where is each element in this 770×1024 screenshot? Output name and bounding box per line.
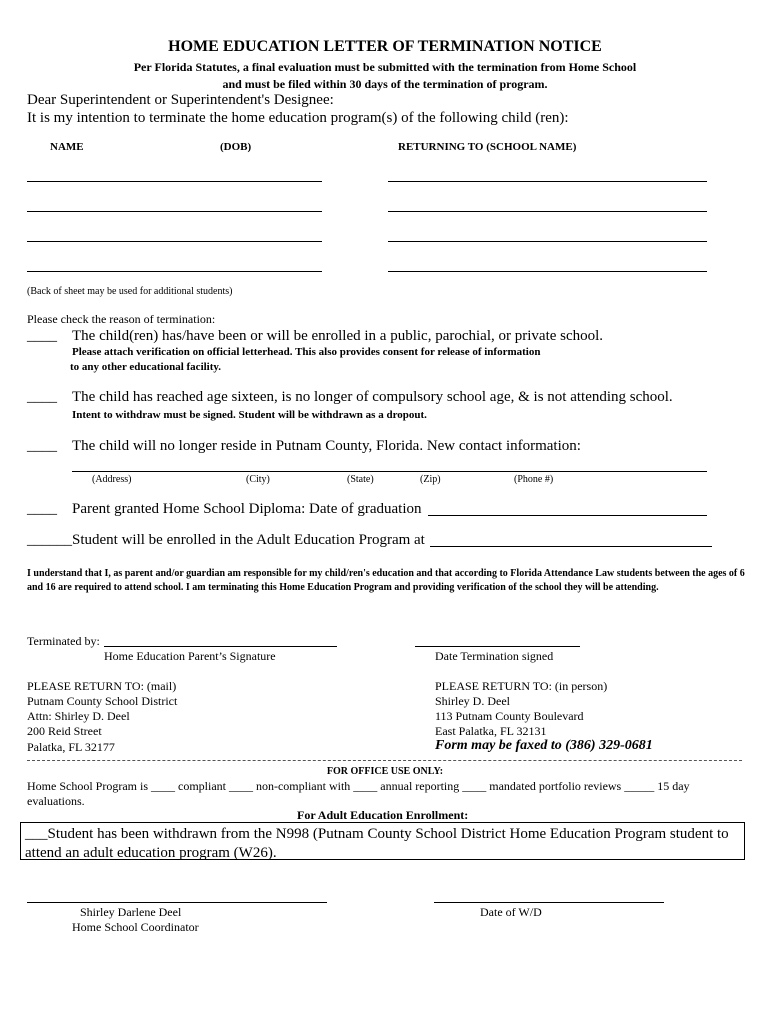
reason-1-text: The child(ren) has/have been or will be enrolled in a public, parochial, or private school.	[72, 328, 604, 344]
student-school-field-4[interactable]	[388, 271, 707, 272]
coordinator-title: Home School Coordinator	[72, 920, 199, 934]
fax-number: Form may be faxed to (386) 329-0681	[435, 738, 653, 753]
office-use-heading: FOR OFFICE USE ONLY:	[326, 766, 444, 777]
graduation-date-field[interactable]	[428, 515, 707, 516]
return-person-line3: East Palatka, FL 32131	[435, 724, 547, 738]
adult-education-program-field[interactable]	[430, 546, 712, 547]
return-person-line2: 113 Putnam County Boulevard	[435, 709, 584, 723]
student-name-dob-field-4[interactable]	[27, 271, 322, 272]
column-name-header: NAME	[50, 141, 84, 153]
return-mail-line4: Palatka, FL 32177	[27, 740, 115, 754]
parent-statement: I understand that I, as parent and/or guardian am responsible for my child/ren's education and that according to Florida Attendance Law students between the ages of 6 and 16 are required to attend school. I am terminating this Home Education Program and providing verification of the school they will be attending.	[27, 568, 745, 593]
office-program-line2: evaluations.	[27, 794, 85, 808]
withdrawn-text: Student has been withdrawn from the N998 (Putnam County School District Home Education Program student to attend an adult education program (W26).	[25, 826, 729, 861]
contact-address-label: (Address)	[92, 474, 132, 485]
column-returning-header: RETURNING TO (SCHOOL NAME)	[398, 141, 577, 153]
contact-city-label: (City)	[246, 474, 270, 485]
parent-signature-field[interactable]	[104, 646, 337, 647]
return-person-heading: PLEASE RETURN TO: (in person)	[435, 679, 608, 693]
office-divider	[27, 760, 742, 761]
reason-4-text: Parent granted Home School Diploma: Date of graduation	[72, 501, 422, 517]
reason-2-note: Intent to withdraw must be signed. Student will be withdrawn as a dropout.	[72, 409, 427, 421]
return-mail-line2: Attn: Shirley D. Deel	[27, 709, 130, 723]
withdrawn-box	[20, 822, 745, 860]
return-person-line1: Shirley D. Deel	[435, 694, 510, 708]
salutation: Dear Superintendent or Superintendent's Designee:	[27, 92, 334, 108]
student-name-dob-field-3[interactable]	[27, 241, 322, 242]
student-school-field-3[interactable]	[388, 241, 707, 242]
reason-1-note-line2: to any other educational facility.	[70, 361, 222, 373]
student-school-field-1[interactable]	[388, 181, 707, 182]
office-program-line: Home School Program is ____ compliant ____ non-compliant with ____ annual reporting ____ mandated portfolio reviews _____ 15 day	[27, 779, 690, 793]
student-school-field-2[interactable]	[388, 211, 707, 212]
intention-text: It is my intention to terminate the home education program(s) of the following child (ren):	[27, 110, 569, 126]
form-subtitle-line2: and must be filed within 30 days of the termination of program.	[222, 77, 548, 91]
reason-1-checkbox[interactable]: ____	[27, 328, 57, 344]
date-signed-field[interactable]	[415, 646, 580, 647]
back-of-sheet-note: (Back of sheet may be used for additional students)	[27, 286, 233, 297]
student-name-dob-field-2[interactable]	[27, 211, 322, 212]
date-signed-label: Date Termination signed	[435, 649, 554, 663]
contact-state-label: (State)	[347, 474, 374, 485]
reason-5-checkbox[interactable]: ______	[27, 532, 72, 548]
contact-info-field[interactable]	[72, 471, 707, 472]
form-subtitle-line1: Per Florida Statutes, a final evaluation must be submitted with the termination from Home School	[133, 60, 637, 74]
date-wd-label: Date of W/D	[480, 905, 542, 919]
reason-2-text: The child has reached age sixteen, is no longer of compulsory school age, & is not attending school.	[72, 389, 673, 405]
reason-1-note-line1: Please attach verification on official letterhead. This also provides consent for release of information	[72, 346, 541, 358]
reason-3-checkbox[interactable]: ____	[27, 438, 57, 454]
return-mail-line1: Putnam County School District	[27, 694, 178, 708]
return-mail-heading: PLEASE RETURN TO: (mail)	[27, 679, 177, 693]
form-title: HOME EDUCATION LETTER OF TERMINATION NOTICE	[168, 38, 602, 55]
terminated-by-label: Terminated by:	[27, 634, 100, 648]
student-name-dob-field-1[interactable]	[27, 181, 322, 182]
date-wd-field[interactable]	[434, 902, 664, 903]
reason-4-checkbox[interactable]: ____	[27, 501, 57, 517]
check-reason-label: Please check the reason of termination:	[27, 312, 216, 326]
contact-zip-label: (Zip)	[420, 474, 441, 485]
coordinator-signature-field[interactable]	[27, 902, 327, 903]
return-mail-line3: 200 Reid Street	[27, 724, 102, 738]
coordinator-name: Shirley Darlene Deel	[80, 905, 182, 919]
parent-signature-label: Home Education Parent’s Signature	[104, 649, 276, 663]
reason-5-text: Student will be enrolled in the Adult Education Program at	[72, 532, 425, 548]
contact-phone-label: (Phone #)	[514, 474, 554, 485]
adult-education-heading: For Adult Education Enrollment:	[297, 808, 469, 822]
reason-3-text: The child will no longer reside in Putnam County, Florida. New contact information:	[72, 438, 581, 454]
column-dob-header: (DOB)	[220, 141, 252, 153]
withdrawn-checkbox[interactable]: ___	[25, 826, 48, 842]
reason-2-checkbox[interactable]: ____	[27, 389, 57, 405]
